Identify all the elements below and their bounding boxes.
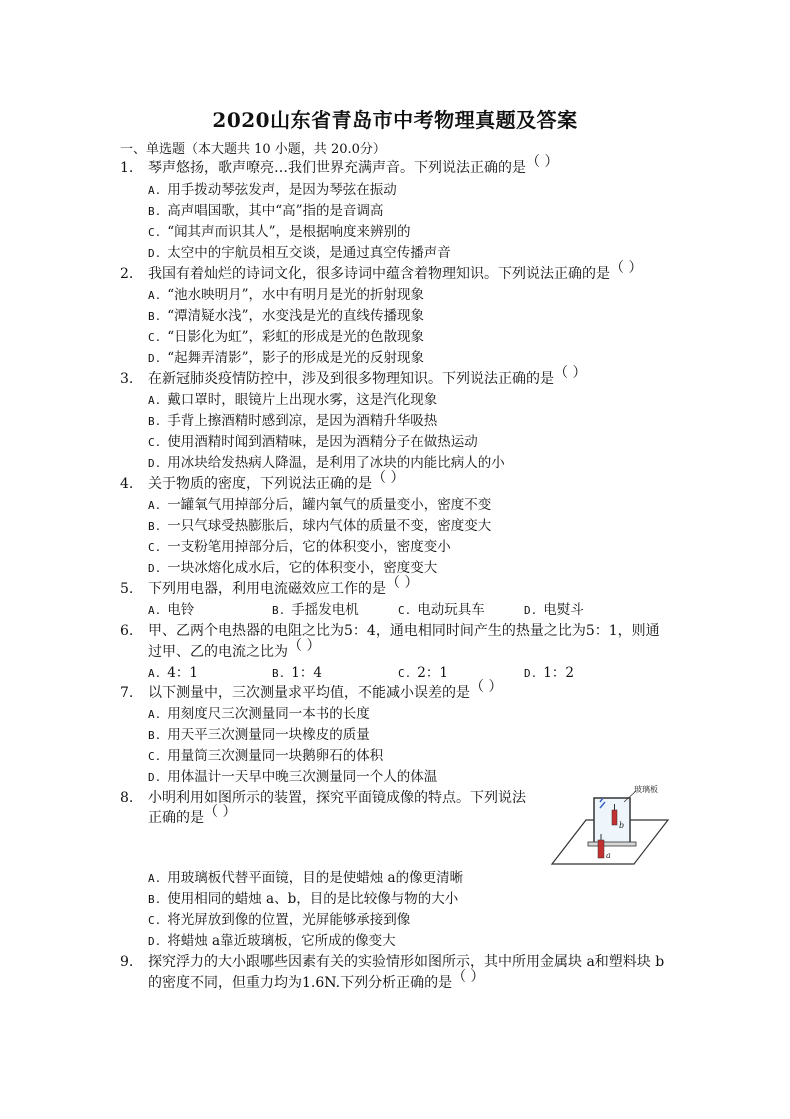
answer-blank: （ ）	[470, 679, 503, 695]
option-c: C. 用量筒三次测量同一块鹅卵石的体积	[148, 748, 384, 764]
option-d: D. 用冰块给发热病人降温，是利用了冰块的内能比病人的小	[148, 455, 505, 471]
mirror-experiment-figure	[548, 784, 670, 870]
option-c: C. “闻其声而识其人”，是根据响度来辨别的	[148, 224, 411, 240]
option-c: C. 一支粉笔用掉部分后，它的体积变小，密度变小	[148, 539, 451, 555]
option-c: C. 使用酒精时闻到酒精味，是因为酒精分子在做热运动	[148, 434, 478, 450]
option-a: A. 戴口罩时，眼镜片上出现水雾，这是汽化现象	[148, 392, 438, 408]
question-stem: 以下测量中，三次测量求平均值，不能减小误差的是（ ）	[148, 679, 503, 701]
option-a: A. 4：1	[148, 665, 198, 681]
question-number: 1.	[120, 160, 134, 176]
question-number: 2.	[120, 266, 134, 282]
label-a: a	[606, 851, 611, 860]
question-number: 4.	[120, 476, 134, 492]
question-stem-line-2: 过甲、乙的电流之比为（ ）	[148, 638, 321, 660]
option-d: D. 电熨斗	[524, 602, 584, 618]
option-a: A. 电铃	[148, 602, 195, 618]
answer-blank: （ ）	[452, 969, 485, 985]
answer-blank: （ ）	[288, 638, 321, 654]
question-number: 8.	[120, 790, 134, 806]
glass-label: 玻璃板	[634, 785, 658, 794]
option-a: A. 用手拨动琴弦发声，是因为琴弦在振动	[148, 182, 397, 198]
plate-base	[588, 842, 636, 846]
question-number: 6.	[120, 623, 134, 639]
answer-blank: （ ）	[610, 260, 643, 276]
question-stem-line-1: 探究浮力的大小跟哪些因素有关的实验情形如图所示，其中所用金属块 a和塑料块 b	[148, 954, 665, 970]
option-b: B. 用天平三次测量同一块橡皮的质量	[148, 727, 370, 743]
question-stem: 下列用电器，利用电流磁效应工作的是（ ）	[148, 575, 419, 597]
question-stem-line-2: 的密度不同，但重力均为1.6N.下列分析正确的是（ ）	[148, 969, 485, 991]
option-d: D. 将蜡烛 a靠近玻璃板，它所成的像变大	[148, 933, 396, 949]
page-title: 2020山东省青岛市中考物理真题及答案	[212, 108, 578, 132]
option-d: D. 一块冰熔化成水后，它的体积变小，密度变大	[148, 560, 438, 576]
answer-blank: （ ）	[372, 470, 405, 486]
option-c: C. 电动玩具车	[398, 602, 485, 618]
question-stem: 关于物质的密度，下列说法正确的是（ ）	[148, 470, 405, 492]
option-d: D. “起舞弄清影”，影子的形成是光的反射现象	[148, 350, 425, 366]
option-b: B. 高声唱国歌，其中“高”指的是音调高	[148, 203, 384, 219]
option-c: C. “日影化为虹”，彩虹的形成是光的色散现象	[148, 329, 425, 345]
question-number: 7.	[120, 685, 134, 701]
option-a: A. 用刻度尺三次测量同一本书的长度	[148, 706, 370, 722]
question-number: 5.	[120, 581, 134, 597]
label-b: b	[619, 821, 625, 830]
section-heading: 一、单选题（本大题共 10 小题，共 20.0分）	[120, 142, 386, 157]
answer-blank: （ ）	[386, 575, 419, 591]
option-b: B. 手背上擦酒精时感到凉，是因为酒精升华吸热	[148, 413, 438, 429]
option-b: B. 一只气球受热膨胀后，球内气体的质量不变，密度变大	[148, 518, 492, 534]
answer-blank: （ ）	[204, 804, 237, 820]
option-b: B. 1：4	[272, 665, 322, 681]
question-stem: 在新冠肺炎疫情防控中，涉及到很多物理知识。下列说法正确的是（ ）	[148, 365, 587, 387]
candle-b	[612, 810, 617, 825]
question-number: 3.	[120, 371, 134, 387]
candle-a	[598, 840, 604, 858]
option-b: B. 手摇发电机	[272, 602, 359, 618]
question-stem: 我国有着灿烂的诗词文化，很多诗词中蕴含着物理知识。下列说法正确的是（ ）	[148, 260, 643, 282]
option-d: D. 太空中的宇航员相互交谈，是通过真空传播声音	[148, 245, 451, 261]
question-number: 9.	[120, 954, 134, 970]
option-a: A. 一罐氧气用掉部分后，罐内氧气的质量变小，密度不变	[148, 497, 492, 513]
question-stem-line-2: 正确的是（ ）	[148, 804, 237, 826]
option-c: C. 2：1	[398, 665, 448, 681]
option-b: B. “潭清疑水浅”，水变浅是光的直线传播现象	[148, 308, 425, 324]
answer-blank: （ ）	[526, 154, 559, 170]
answer-blank: （ ）	[554, 365, 587, 381]
option-d: D. 1：2	[524, 665, 574, 681]
option-c: C. 将光屏放到像的位置，光屏能够承接到像	[148, 912, 411, 928]
question-stem: 琴声悠扬，歌声嘹亮…我们世界充满声音。下列说法正确的是（ ）	[148, 154, 559, 176]
question-stem-line-1: 小明利用如图所示的装置，探究平面镜成像的特点。下列说法	[148, 790, 526, 806]
option-a: A. 用玻璃板代替平面镜，目的是使蜡烛 a的像更清晰	[148, 870, 464, 886]
question-stem-line-1: 甲、乙两个电热器的电阻之比为5：4，通电相同时间产生的热量之比为5：1，则通	[148, 623, 660, 639]
option-d: D. 用体温计一天早中晚三次测量同一个人的体温	[148, 769, 438, 785]
option-b: B. 使用相同的蜡烛 a、b，目的是比较像与物的大小	[148, 891, 459, 907]
option-a: A. “池水映明月”，水中有明月是光的折射现象	[148, 287, 425, 303]
